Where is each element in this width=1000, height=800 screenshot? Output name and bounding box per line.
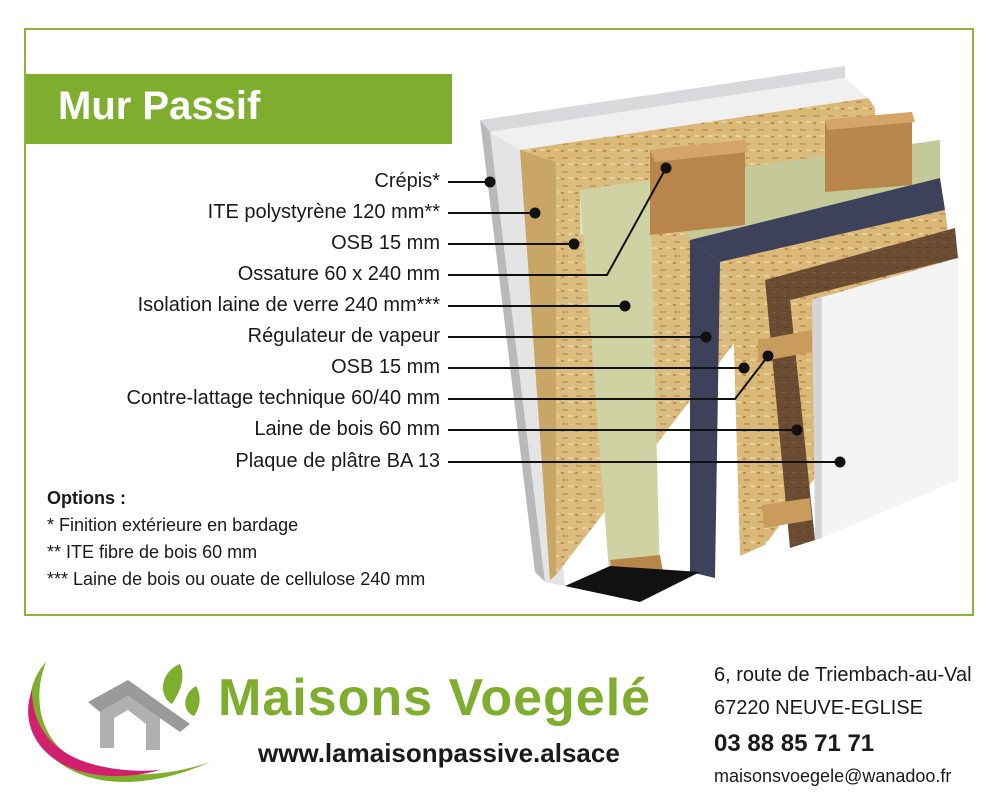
email-address[interactable]: maisonsvoegele@wanadoo.fr [714,766,952,786]
layer-label-vapour: Régulateur de vapeur [247,325,440,347]
layer-label-battens: Contre-lattage technique 60/40 mm [126,387,440,409]
address-line-1: 6, route de Triembach-au-Val [714,664,972,686]
layer-label-insulation: Isolation laine de verre 240 mm*** [137,294,440,316]
page-title: Mur Passif [58,84,261,128]
ground-shadow [565,566,700,602]
layer-label-plasterboard: Plaque de plâtre BA 13 [235,450,440,472]
company-website[interactable]: www.lamaisonpassive.alsace [258,738,620,768]
option-item: ** ITE fibre de bois 60 mm [47,542,258,562]
address-line-2: 67220 NEUVE-EGLISE [714,697,923,719]
plasterboard-layer [812,258,958,540]
layer-label-eps: ITE polystyrène 120 mm** [207,201,440,223]
option-item: *** Laine de bois ou ouate de cellulose 240 mm [47,569,426,589]
layer-label-wood-fibre: Laine de bois 60 mm [254,418,440,440]
options-block [47,485,425,593]
layer-label-frame: Ossature 60 x 240 mm [237,263,440,285]
layer-label-osb-outer: OSB 15 mm [331,232,440,254]
option-item: * Finition extérieure en bardage [47,515,299,535]
layer-label-render: Crépis* [374,170,440,192]
options-title: Options : [47,488,126,508]
company-logo [10,652,215,797]
company-name: Maisons Voegelé [218,669,652,727]
phone-number: 03 88 85 71 71 [714,730,875,757]
layer-label-osb-inner: OSB 15 mm [331,356,440,378]
